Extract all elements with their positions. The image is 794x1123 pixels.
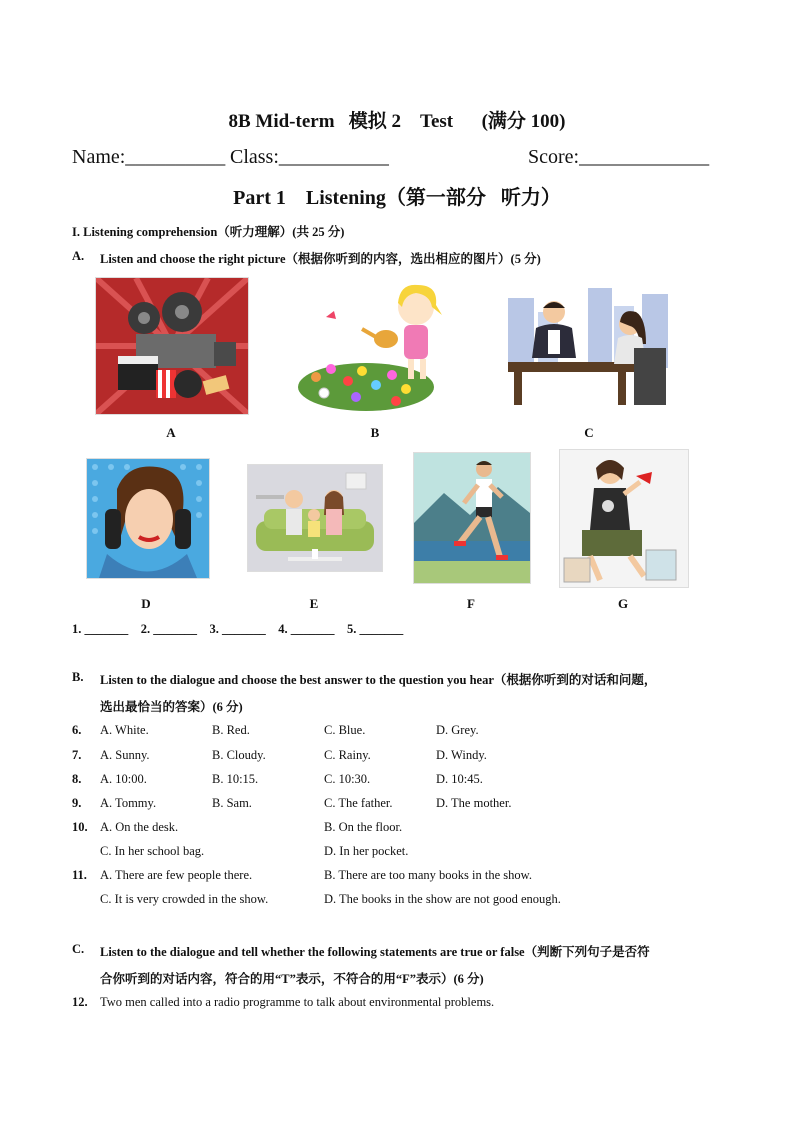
- section-i-heading: I. Listening comprehension（听力理解）(共 25 分): [72, 225, 345, 239]
- question-number: 6.: [72, 723, 82, 737]
- option-d[interactable]: D. 10:45.: [436, 772, 483, 786]
- option-d[interactable]: D. Windy.: [436, 748, 487, 762]
- option-a[interactable]: A. There are few people there.: [100, 868, 253, 882]
- picture-c-label: C: [584, 425, 594, 440]
- option-b[interactable]: B. 10:15.: [212, 772, 259, 786]
- picture-g-label: G: [617, 596, 629, 611]
- option-c[interactable]: C. In her school bag.: [100, 844, 205, 858]
- option-d[interactable]: D. The books in the show are not good enough.: [324, 892, 561, 906]
- option-b[interactable]: B. Cloudy.: [212, 748, 266, 762]
- picture-c-interview: [508, 288, 668, 405]
- section-c-instruction-line2: 合你听到的对话内容，符合的用“T”表示，不符合的用“F”表示）(6 分): [100, 972, 484, 986]
- option-b[interactable]: B. There are too many books in the show.: [324, 868, 532, 882]
- score-field: Score:_____________: [528, 146, 710, 168]
- option-d[interactable]: D. In her pocket.: [324, 844, 409, 858]
- picture-e-family: [247, 464, 383, 572]
- option-c[interactable]: C. It is very crowded in the show.: [100, 892, 269, 906]
- section-c-instruction-line1: Listen to the dialogue and tell whether the following statements are true or false（判断下列句子是否符: [100, 945, 650, 959]
- option-c[interactable]: C. 10:30.: [324, 772, 371, 786]
- option-b[interactable]: B. Sam.: [212, 796, 252, 810]
- question-number: 9.: [72, 796, 82, 810]
- picture-e-label: E: [309, 596, 319, 611]
- section-b-instruction-line2: 选出最恰当的答案）(6 分): [100, 700, 243, 714]
- option-b[interactable]: B. Red.: [212, 723, 250, 737]
- statement-text: Two men called into a radio programme to talk about environmental problems.: [100, 995, 495, 1009]
- option-a[interactable]: A. White.: [100, 723, 149, 737]
- picture-g-shopping: [559, 449, 689, 588]
- picture-f-runner: [413, 452, 531, 584]
- picture-a-label: A: [166, 425, 176, 440]
- picture-b-label: B: [370, 425, 380, 440]
- section-a-letter: A.: [72, 249, 85, 263]
- question-number: 7.: [72, 748, 82, 762]
- section-a-instruction: Listen and choose the right picture（根据你听到的内容，选出相应的图片）(5 分): [100, 252, 541, 266]
- answer-blanks[interactable]: 1. _______ 2. _______ 3. _______ 4. _______ 5. _______: [72, 622, 404, 636]
- question-number: 8.: [72, 772, 82, 786]
- class-field: Class:___________: [230, 146, 389, 168]
- picture-f-label: F: [467, 596, 475, 611]
- section-b-letter: B.: [72, 670, 84, 684]
- option-a[interactable]: A. On the desk.: [100, 820, 179, 834]
- option-a[interactable]: A. Sunny.: [100, 748, 150, 762]
- section-c-letter: C.: [72, 942, 85, 956]
- picture-d-label: D: [141, 596, 151, 611]
- section-b-instruction-line1: Listen to the dialogue and choose the best answer to the question you hear（根据你听到的对话和问题，: [100, 673, 657, 687]
- option-b[interactable]: B. On the floor.: [324, 820, 403, 834]
- picture-d-phone-calls: [86, 458, 210, 579]
- option-a[interactable]: A. 10:00.: [100, 772, 147, 786]
- picture-a-cinema: [95, 277, 249, 415]
- picture-b-watering-flowers: [296, 277, 454, 413]
- option-d[interactable]: D. Grey.: [436, 723, 479, 737]
- page-title: 8B Mid-term 模拟 2 Test (满分 100): [228, 111, 566, 132]
- name-field: Name:__________: [72, 146, 226, 168]
- option-d[interactable]: D. The mother.: [436, 796, 512, 810]
- question-number: 11.: [72, 868, 87, 882]
- question-number: 12.: [72, 995, 88, 1009]
- option-a[interactable]: A. Tommy.: [100, 796, 157, 810]
- question-number: 10.: [72, 820, 88, 834]
- option-c[interactable]: C. The father.: [324, 796, 393, 810]
- option-c[interactable]: C. Rainy.: [324, 748, 371, 762]
- part-heading: Part 1 Listening（第一部分 听力）: [233, 187, 561, 209]
- option-c[interactable]: C. Blue.: [324, 723, 366, 737]
